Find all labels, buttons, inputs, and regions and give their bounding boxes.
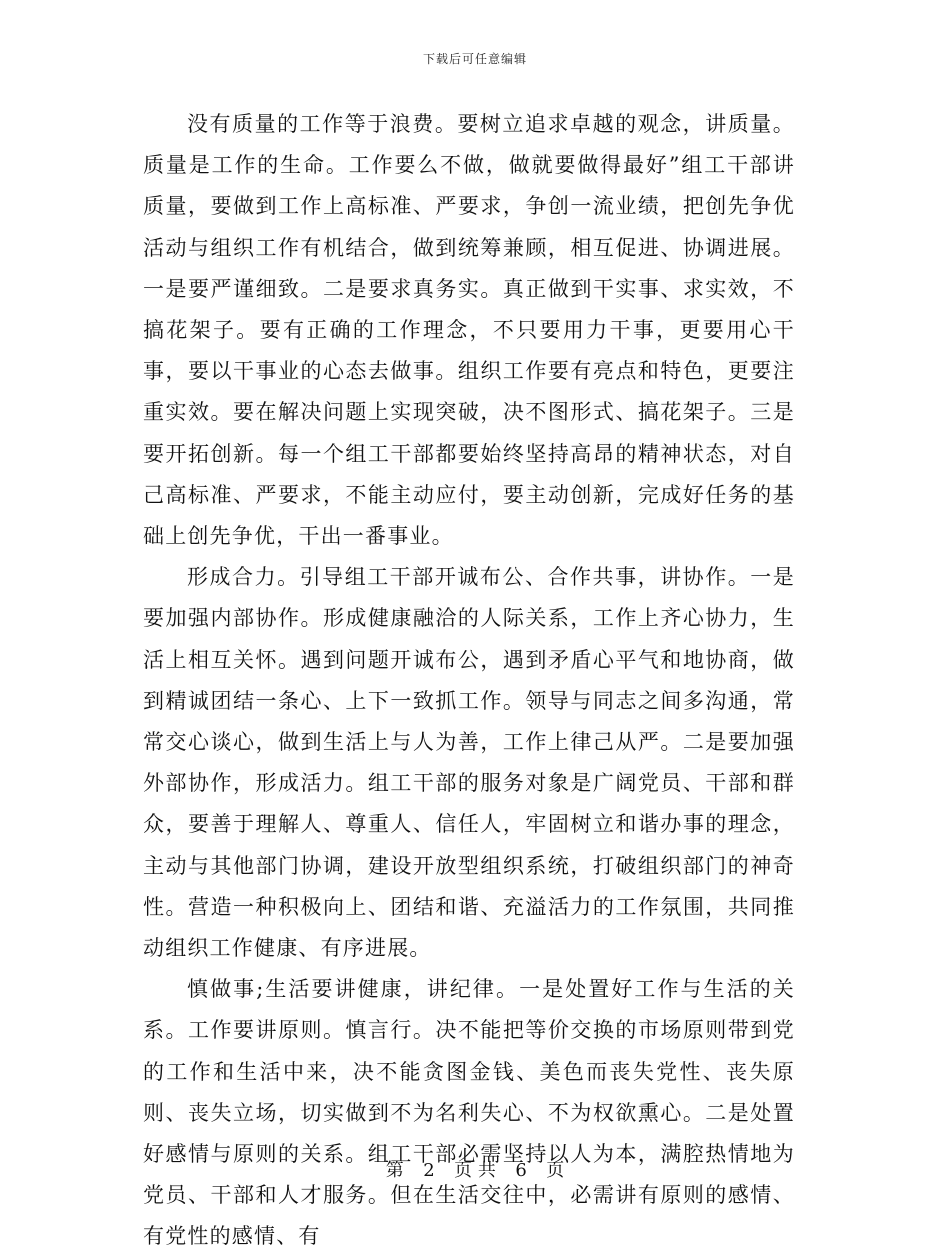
page-footer <box>0 1156 950 1182</box>
paragraph-3: 慎做事;生活要讲健康，讲纪律。一是处置好工作与生活的关系。工作要讲原则。慎言行。决不能把等价交换的市场原则带到党的工作和生活中来，决不能贪图金钱、美色而丧失党性、丧失原则、丧失立场，切实做到不为名利失心、不为权欲熏心。二是处置好感情与原则的关系。组工干部必需坚持以人为本，满腔热情地为党员、干部和人才服务。但在生活交往中，必需讲有原则的感情、有党性的感情、有 <box>143 977 795 1249</box>
footer-prefix: 第 <box>385 1160 404 1181</box>
page-header: 下载后可任意编辑 <box>422 52 527 66</box>
footer-current-page: 2 <box>423 1160 435 1181</box>
footer-suffix: 页 <box>546 1160 565 1181</box>
paragraph-2: 形成合力。引导组工干部开诚布公、合作共事，讲协作。一是要加强内部协作。形成健康融洽的人际关系，工作上齐心协力，生活上相互关怀。遇到问题开诚布公，遇到矛盾心平气和地协商，做到精诚团结一条心、上下一致抓工作。领导与同志之间多沟通，常常交心谈心，做到生活上与人为善，工作上律己从严。二是要加强外部协作，形成活力。组工干部的服务对象是广阔党员、干部和群众，要善于理解人、尊重人、信任人，牢固树立和谐办事的理念，主动与其他部门协调，建设开放型组织系统，打破组织部门的神奇性。营造一种积极向上、团结和谐、充溢活力的工作氛围，共同推动组织工作健康、有序进展。 <box>143 565 795 961</box>
footer-middle: 页 共 <box>454 1160 496 1181</box>
paragraph-1: 没有质量的工作等于浪费。要树立追求卓越的观念，讲质量。质量是工作的生命。工作要么不做，做就要做得最好”组工干部讲质量，要做到工作上高标准、严要求，争创一流业绩，把创先争优活动与组织工作有机结合，做到统筹兼顾，相互促进、协调进展。一是要严谨细致。二是要求真务实。真正做到干实事、求实效，不搞花架子。要有正确的工作理念，不只要用力干事，更要用心干事，要以干事业的心态去做事。组织工作要有亮点和特色，更要注重实效。要在解决问题上实现突破，决不图形式、搞花架子。三是要开拓创新。每一个组工干部都要始终坚持高昂的精神状态，对自己高标准、严要求，不能主动应付，要主动创新，完成好任务的基础上创先争优，干出一番事业。 <box>143 112 795 549</box>
document-body <box>143 104 795 1258</box>
footer-total-pages: 6 <box>515 1160 527 1181</box>
